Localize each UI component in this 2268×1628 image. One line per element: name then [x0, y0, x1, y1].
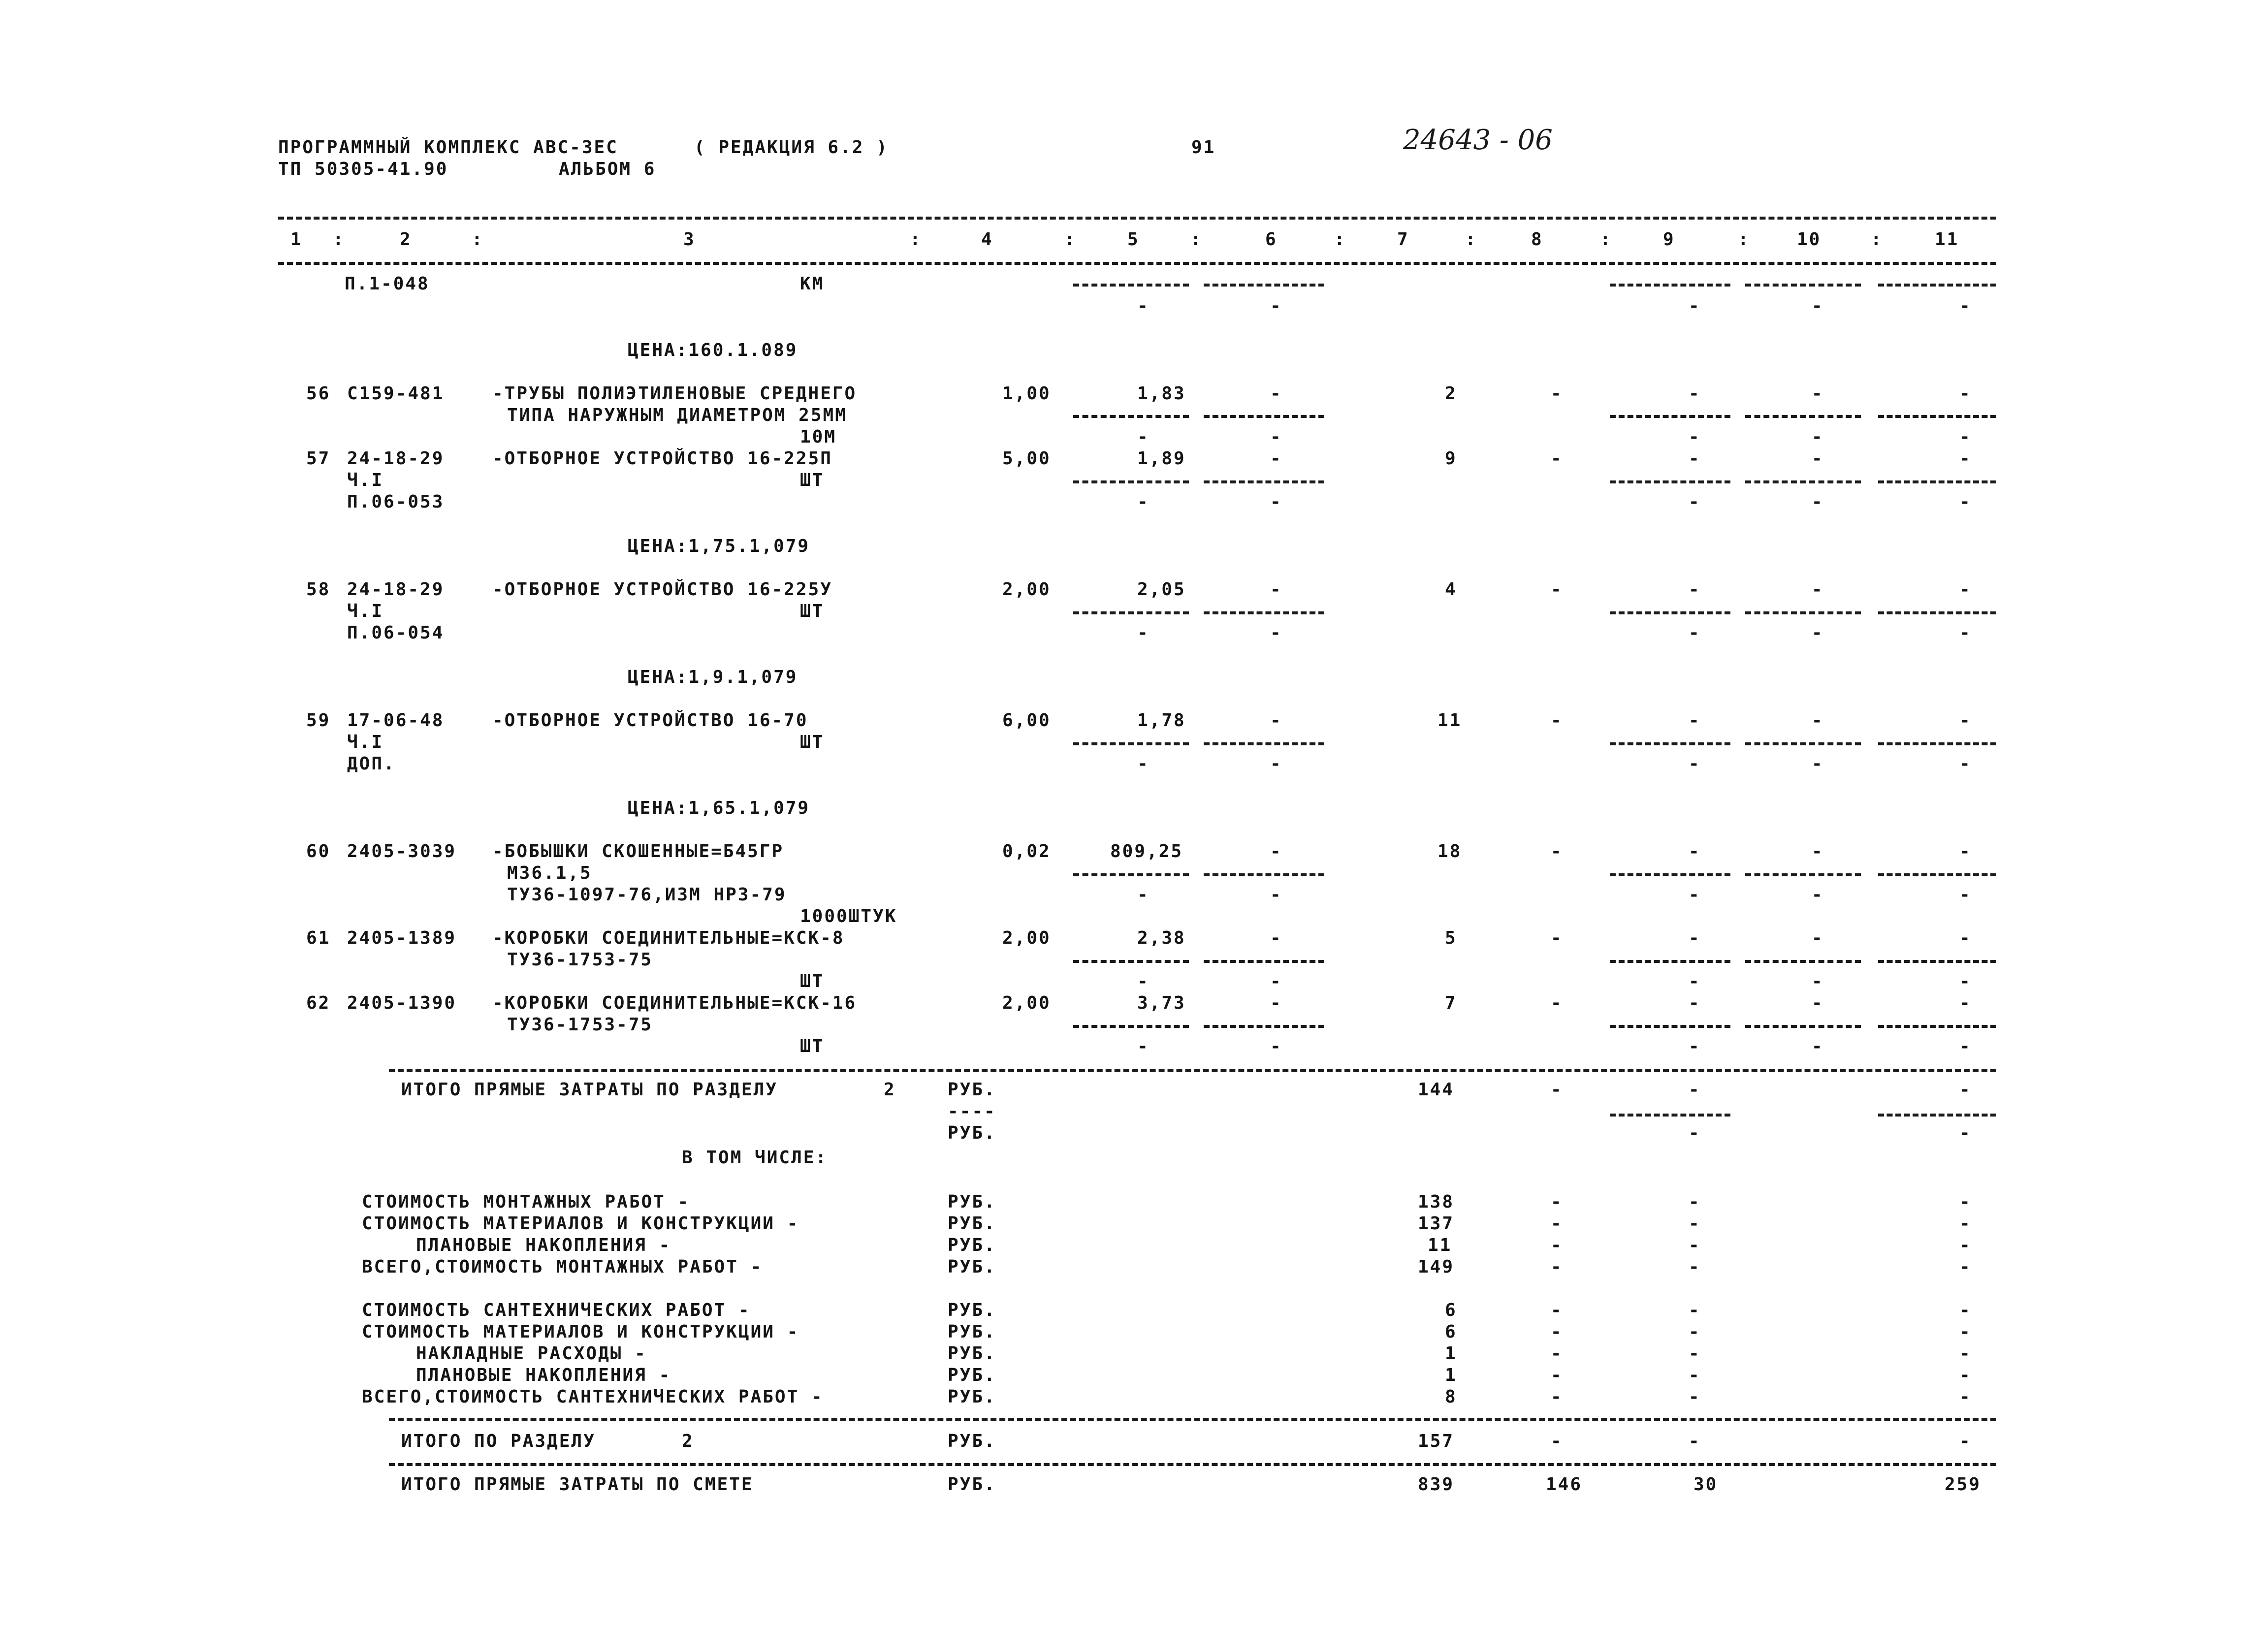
row-price: 2,38	[1137, 928, 1186, 948]
row-number: 62	[306, 993, 331, 1013]
col-4: 4	[981, 229, 993, 250]
dash-mark: -	[1959, 296, 1972, 316]
col-sep: :	[1190, 229, 1203, 250]
dash-mark: -	[1270, 885, 1282, 905]
row-code: 24-18-29	[347, 579, 445, 600]
sub-rule	[1204, 284, 1324, 287]
dash-mark: -	[1689, 1192, 1701, 1212]
dash-mark: -	[1137, 623, 1150, 643]
dash-mark: -	[1689, 1300, 1701, 1320]
row-desc: -БОБЫШКИ СКОШЕННЫЕ=Б45ГР	[492, 841, 784, 862]
currency-label: РУБ.	[948, 1431, 996, 1451]
dash-mark: -	[1551, 1322, 1563, 1342]
col-sep: :	[1871, 229, 1883, 250]
breakdown-label: ВСЕГО,СТОИМОСТЬ МОНТАЖНЫХ РАБОТ -	[362, 1257, 763, 1277]
row-price: 3,73	[1137, 993, 1186, 1013]
row-code: Ч.I	[347, 732, 384, 752]
row-c7: 7	[1445, 993, 1457, 1013]
breakdown-c7: 138	[1418, 1192, 1455, 1212]
dash-mark: -	[1689, 1343, 1701, 1364]
row-c8: -	[1551, 383, 1563, 404]
row-desc: ТУ36-1753-75	[507, 950, 653, 970]
row-c8: -	[1551, 993, 1563, 1013]
dash-mark: -	[1137, 427, 1150, 447]
col-3: 3	[683, 229, 696, 250]
col-sep: :	[1334, 229, 1346, 250]
sub-rule	[1204, 960, 1324, 963]
edition-label: ( РЕДАКЦИЯ 6.2 )	[694, 137, 889, 158]
dash-mark: -	[1812, 492, 1824, 512]
sub-rule	[1745, 873, 1861, 876]
dash-mark: -	[1959, 1300, 1972, 1320]
dash-mark: -	[1689, 1431, 1701, 1451]
row-desc: ТИПА НАРУЖНЫМ ДИАМЕТРОМ 25ММ	[507, 405, 847, 425]
dash-mark: -	[1137, 971, 1150, 991]
tp-label: ТП 50305-41.90	[278, 159, 448, 179]
row-desc: ТУ36-1097-76,ИЗМ НР3-79	[507, 885, 787, 905]
row-c10: -	[1812, 579, 1824, 600]
row-c6: -	[1270, 928, 1282, 948]
breakdown-c7: 8	[1445, 1387, 1457, 1407]
dash-mark: -	[1551, 1365, 1563, 1385]
row-qty: 6,00	[1002, 710, 1051, 731]
sub-rule	[1610, 1114, 1730, 1117]
totals-rule	[389, 1069, 1996, 1072]
sub-rule	[1204, 611, 1324, 614]
row-c7: 11	[1437, 710, 1462, 731]
col-sep: :	[910, 229, 922, 250]
dash-mark: -	[1270, 492, 1282, 512]
row-c7: 5	[1445, 928, 1457, 948]
currency-label: РУБ.	[948, 1322, 996, 1342]
row-c9: -	[1689, 383, 1701, 404]
dash-mark: -	[1689, 1257, 1701, 1277]
dash-mark: -	[1270, 1036, 1282, 1056]
dash-mark: -	[1689, 1036, 1701, 1056]
row-price: 1,78	[1137, 710, 1186, 731]
dash-mark: -	[1137, 492, 1150, 512]
price-line: ЦЕНА:160.1.089	[628, 340, 798, 360]
dash-mark: -	[1270, 296, 1282, 316]
sub-rule	[1610, 960, 1730, 963]
col-sep: :	[333, 229, 345, 250]
album-label: АЛЬБОМ 6	[559, 159, 656, 179]
row-c11: -	[1959, 448, 1972, 469]
currency-label: РУБ.	[948, 1300, 996, 1320]
dash-mark: -	[1812, 623, 1824, 643]
row-desc: -ТРУБЫ ПОЛИЭТИЛЕНОВЫЕ СРЕДНЕГО	[492, 383, 857, 404]
dash-mark: -	[1689, 754, 1701, 774]
breakdown-label: ПЛАНОВЫЕ НАКОПЛЕНИЯ -	[416, 1235, 671, 1255]
top-item-unit: КМ	[800, 274, 825, 294]
dash-mark: -	[1137, 1036, 1150, 1056]
row-qty: 0,02	[1002, 841, 1051, 862]
breakdown-label: СТОИМОСТЬ МАТЕРИАЛОВ И КОНСТРУКЦИИ -	[362, 1213, 799, 1234]
col-6: 6	[1265, 229, 1278, 250]
currency-label: РУБ.	[948, 1365, 996, 1385]
row-number: 59	[306, 710, 331, 731]
dash-mark: -	[1137, 754, 1150, 774]
sub-rule	[1073, 480, 1189, 483]
sub-rule	[1610, 284, 1730, 287]
section-number: 2	[884, 1080, 896, 1100]
row-qty: 5,00	[1002, 448, 1051, 469]
dash-mark: -	[1270, 971, 1282, 991]
dash-mark: -	[1959, 1123, 1972, 1143]
dash-mark: -	[1959, 1387, 1972, 1407]
totals-rule	[389, 1418, 1996, 1421]
dash-mark: -	[1137, 885, 1150, 905]
row-code: Ч.I	[347, 601, 384, 621]
breakdown-label: ВСЕГО,СТОИМОСТЬ САНТЕХНИЧЕСКИХ РАБОТ -	[362, 1387, 824, 1407]
dash-mark: -	[1689, 1123, 1701, 1143]
currency-label: РУБ.	[948, 1192, 996, 1212]
row-number: 61	[306, 928, 331, 948]
row-unit: ШТ	[800, 601, 825, 621]
dash-mark: -	[1551, 1343, 1563, 1364]
col-sep: :	[1600, 229, 1612, 250]
dash-mark: -	[1689, 1235, 1701, 1255]
row-c9: -	[1689, 579, 1701, 600]
sub-rule	[1745, 960, 1861, 963]
row-unit: 10М	[800, 427, 837, 447]
estimate-c7: 839	[1418, 1474, 1455, 1495]
dash-mark: -	[1959, 492, 1972, 512]
dash-mark: -	[1812, 1036, 1824, 1056]
currency-label: РУБ.	[948, 1257, 996, 1277]
dash-mark: -	[1689, 1365, 1701, 1385]
dash-mark: -	[1551, 1387, 1563, 1407]
row-c10: -	[1812, 710, 1824, 731]
row-price: 809,25	[1110, 841, 1183, 862]
row-c9: -	[1689, 928, 1701, 948]
row-desc: -ОТБОРНОЕ УСТРОЙСТВО 16-70	[492, 710, 808, 731]
col-sep: :	[1064, 229, 1077, 250]
row-c9: -	[1689, 448, 1701, 469]
dash-mark: -	[1959, 1343, 1972, 1364]
sub-rule	[1878, 1114, 1996, 1117]
sub-rule	[1204, 873, 1324, 876]
breakdown-label: НАКЛАДНЫЕ РАСХОДЫ -	[416, 1343, 647, 1364]
row-c8: -	[1551, 928, 1563, 948]
row-c7: 9	[1445, 448, 1457, 469]
row-code: П.06-054	[347, 623, 445, 643]
dash-mark: -	[1959, 1365, 1972, 1385]
currency-label: РУБ.	[948, 1123, 996, 1143]
col-2: 2	[400, 229, 412, 250]
row-c9: -	[1689, 841, 1701, 862]
row-c10: -	[1812, 383, 1824, 404]
dash-mark: -	[1959, 885, 1972, 905]
dash-mark: -	[1689, 885, 1701, 905]
row-desc: ТУ36-1753-75	[507, 1015, 653, 1035]
sub-rule	[1204, 480, 1324, 483]
row-desc: -ОТБОРНОЕ УСТРОЙСТВО 16-225П	[492, 448, 832, 469]
col-11: 11	[1935, 229, 1959, 250]
row-number: 58	[306, 579, 331, 600]
breakdown-label: ПЛАНОВЫЕ НАКОПЛЕНИЯ -	[416, 1365, 671, 1385]
sub-rule	[1878, 742, 1996, 745]
dash-mark: -	[1689, 1213, 1701, 1234]
row-desc: -КОРОБКИ СОЕДИНИТЕЛЬНЫЕ=КСК-8	[492, 928, 845, 948]
dash-mark: -	[1959, 427, 1972, 447]
sub-rule	[1073, 960, 1189, 963]
sub-rule	[1745, 1025, 1861, 1028]
currency-label: РУБ.	[948, 1343, 996, 1364]
dash-mark: -	[1689, 623, 1701, 643]
dash-mark: -	[1551, 1080, 1563, 1100]
breakdown-label: СТОИМОСТЬ МОНТАЖНЫХ РАБОТ -	[362, 1192, 690, 1212]
row-number: 60	[306, 841, 331, 862]
estimate-c9: 30	[1693, 1474, 1718, 1495]
row-c6: -	[1270, 841, 1282, 862]
row-price: 1,83	[1137, 383, 1186, 404]
estimate-c8: 146	[1546, 1474, 1583, 1495]
row-c9: -	[1689, 710, 1701, 731]
col-5: 5	[1127, 229, 1140, 250]
row-qty: 2,00	[1002, 993, 1051, 1013]
currency-label: РУБ.	[948, 1474, 996, 1495]
sub-rule	[1878, 960, 1996, 963]
currency-label: РУБ.	[948, 1080, 996, 1100]
row-c11: -	[1959, 928, 1972, 948]
row-number: 56	[306, 383, 331, 404]
dash-mark: -	[1551, 1235, 1563, 1255]
dash-mark: -	[1959, 1213, 1972, 1234]
dash-mark: -	[1551, 1257, 1563, 1277]
row-c8: -	[1551, 710, 1563, 731]
row-c6: -	[1270, 579, 1282, 600]
col-8: 8	[1531, 229, 1543, 250]
row-c10: -	[1812, 928, 1824, 948]
row-code: 24-18-29	[347, 448, 445, 469]
row-c10: -	[1812, 841, 1824, 862]
sub-rule	[1610, 873, 1730, 876]
sub-rule	[1204, 415, 1324, 418]
dash-mark: -	[1270, 754, 1282, 774]
row-c6: -	[1270, 710, 1282, 731]
direct-c7: 144	[1418, 1080, 1455, 1100]
row-c11: -	[1959, 993, 1972, 1013]
currency-label: РУБ.	[948, 1213, 996, 1234]
row-unit: ШТ	[800, 1036, 825, 1056]
sub-rule	[1610, 611, 1730, 614]
dash-mark: -	[1551, 1213, 1563, 1234]
row-code: 2405-1390	[347, 993, 457, 1013]
row-code: П.06-053	[347, 492, 445, 512]
dash-mark: -	[1959, 1080, 1972, 1100]
dash-mark: -	[1689, 296, 1701, 316]
direct-costs-label: ИТОГО ПРЯМЫЕ ЗАТРАТЫ ПО РАЗДЕЛУ	[401, 1080, 778, 1100]
dash-mark: -	[1959, 1192, 1972, 1212]
row-code: Ч.I	[347, 470, 384, 490]
section-total-c7: 157	[1418, 1431, 1455, 1451]
sub-rule	[1878, 611, 1996, 614]
dash-mark: -	[1689, 1322, 1701, 1342]
dash-mark: -	[1959, 1235, 1972, 1255]
section-total-label: ИТОГО ПО РАЗДЕЛУ	[401, 1431, 596, 1451]
estimate-total-label: ИТОГО ПРЯМЫЕ ЗАТРАТЫ ПО СМЕТЕ	[401, 1474, 754, 1495]
page-number: 91	[1191, 137, 1216, 158]
row-c10: -	[1812, 448, 1824, 469]
sub-rule	[1073, 742, 1189, 745]
currency-label: РУБ.	[948, 1235, 996, 1255]
sub-rule	[1878, 873, 1996, 876]
sub-rule	[1073, 284, 1189, 287]
sub-rule	[1073, 873, 1189, 876]
top-item-ref: П.1-048	[345, 274, 430, 294]
price-line: ЦЕНА:1,75.1,079	[628, 536, 810, 556]
sub-rule	[1204, 1025, 1324, 1028]
header-rule-top	[278, 217, 1996, 220]
sub-rule	[1745, 284, 1861, 287]
row-c8: -	[1551, 841, 1563, 862]
row-c11: -	[1959, 579, 1972, 600]
sub-rule	[1073, 611, 1189, 614]
row-c8: -	[1551, 579, 1563, 600]
dash-mark: -	[1959, 623, 1972, 643]
totals-rule	[389, 1463, 1996, 1466]
row-c6: -	[1270, 993, 1282, 1013]
row-desc: М36.1,5	[507, 863, 592, 883]
dash-mark: -	[1959, 1036, 1972, 1056]
dash-mark: -	[1689, 1080, 1701, 1100]
row-c8: -	[1551, 448, 1563, 469]
breakdown-c7: 1	[1445, 1343, 1457, 1364]
row-c7: 2	[1445, 383, 1457, 404]
row-c10: -	[1812, 993, 1824, 1013]
sub-rule	[1745, 415, 1861, 418]
sub-rule	[1745, 742, 1861, 745]
dash-mark: -	[1137, 296, 1150, 316]
sub-rule	[1073, 1025, 1189, 1028]
breakdown-c7: 6	[1445, 1300, 1457, 1320]
col-1: 1	[290, 229, 303, 250]
section-number: 2	[682, 1431, 694, 1451]
row-unit: 1000ШТУК	[800, 906, 897, 926]
row-code: С159-481	[347, 383, 445, 404]
handwritten-number: 24643 - 06	[1403, 124, 1553, 156]
row-c9: -	[1689, 993, 1701, 1013]
currency-label: РУБ.	[948, 1387, 996, 1407]
including-label: В ТОМ ЧИСЛЕ:	[682, 1148, 828, 1168]
col-10: 10	[1797, 229, 1821, 250]
row-qty: 2,00	[1002, 579, 1051, 600]
currency-dashes: ----	[948, 1101, 996, 1121]
sub-rule	[1610, 480, 1730, 483]
col-sep: :	[1465, 229, 1477, 250]
dash-mark: -	[1689, 492, 1701, 512]
dash-mark: -	[1689, 971, 1701, 991]
dash-mark: -	[1959, 1257, 1972, 1277]
dash-mark: -	[1551, 1192, 1563, 1212]
sub-rule	[1878, 480, 1996, 483]
sub-rule	[1878, 1025, 1996, 1028]
row-c11: -	[1959, 383, 1972, 404]
dash-mark: -	[1812, 971, 1824, 991]
dash-mark: -	[1270, 427, 1282, 447]
dash-mark: -	[1959, 971, 1972, 991]
row-qty: 2,00	[1002, 928, 1051, 948]
price-line: ЦЕНА:1,65.1,079	[628, 798, 810, 818]
row-code: 2405-1389	[347, 928, 457, 948]
sub-rule	[1610, 742, 1730, 745]
row-number: 57	[306, 448, 331, 469]
breakdown-c7: 137	[1418, 1213, 1455, 1234]
sub-rule	[1610, 415, 1730, 418]
breakdown-c7: 6	[1445, 1322, 1457, 1342]
breakdown-label: СТОИМОСТЬ МАТЕРИАЛОВ И КОНСТРУКЦИИ -	[362, 1322, 799, 1342]
dash-mark: -	[1689, 427, 1701, 447]
col-sep: :	[472, 229, 484, 250]
col-7: 7	[1397, 229, 1409, 250]
row-code: 2405-3039	[347, 841, 457, 862]
dash-mark: -	[1959, 1431, 1972, 1451]
sub-rule	[1745, 480, 1861, 483]
sub-rule	[1073, 415, 1189, 418]
header-rule-bottom	[278, 262, 1996, 265]
row-c7: 18	[1437, 841, 1462, 862]
row-price: 2,05	[1137, 579, 1186, 600]
row-c6: -	[1270, 448, 1282, 469]
row-code: 17-06-48	[347, 710, 445, 731]
dash-mark: -	[1959, 1322, 1972, 1342]
sub-rule	[1878, 415, 1996, 418]
breakdown-c7: 149	[1418, 1257, 1455, 1277]
col-sep: :	[1738, 229, 1750, 250]
sub-rule	[1878, 284, 1996, 287]
breakdown-c7: 11	[1428, 1235, 1452, 1255]
row-price: 1,89	[1137, 448, 1186, 469]
dash-mark: -	[1551, 1300, 1563, 1320]
row-c6: -	[1270, 383, 1282, 404]
row-c11: -	[1959, 710, 1972, 731]
sub-rule	[1610, 1025, 1730, 1028]
sub-rule	[1745, 611, 1861, 614]
price-line: ЦЕНА:1,9.1,079	[628, 667, 798, 687]
row-unit: ШТ	[800, 470, 825, 490]
row-unit: ШТ	[800, 971, 825, 991]
row-c7: 4	[1445, 579, 1457, 600]
dash-mark: -	[1812, 427, 1824, 447]
row-unit: ШТ	[800, 732, 825, 752]
dash-mark: -	[1812, 754, 1824, 774]
dash-mark: -	[1812, 296, 1824, 316]
row-c11: -	[1959, 841, 1972, 862]
dash-mark: -	[1689, 1387, 1701, 1407]
col-9: 9	[1663, 229, 1675, 250]
dash-mark: -	[1812, 885, 1824, 905]
row-desc: -ОТБОРНОЕ УСТРОЙСТВО 16-225У	[492, 579, 832, 600]
breakdown-label: СТОИМОСТЬ САНТЕХНИЧЕСКИХ РАБОТ -	[362, 1300, 751, 1320]
program-title: ПРОГРАММНЫЙ КОМПЛЕКС АВС-3ЕС	[278, 137, 618, 158]
dash-mark: -	[1270, 623, 1282, 643]
row-qty: 1,00	[1002, 383, 1051, 404]
breakdown-c7: 1	[1445, 1365, 1457, 1385]
dash-mark: -	[1959, 754, 1972, 774]
row-desc: -КОРОБКИ СОЕДИНИТЕЛЬНЫЕ=КСК-16	[492, 993, 857, 1013]
estimate-c11: 259	[1945, 1474, 1981, 1495]
row-code: ДОП.	[347, 754, 396, 774]
sub-rule	[1204, 742, 1324, 745]
dash-mark: -	[1551, 1431, 1563, 1451]
